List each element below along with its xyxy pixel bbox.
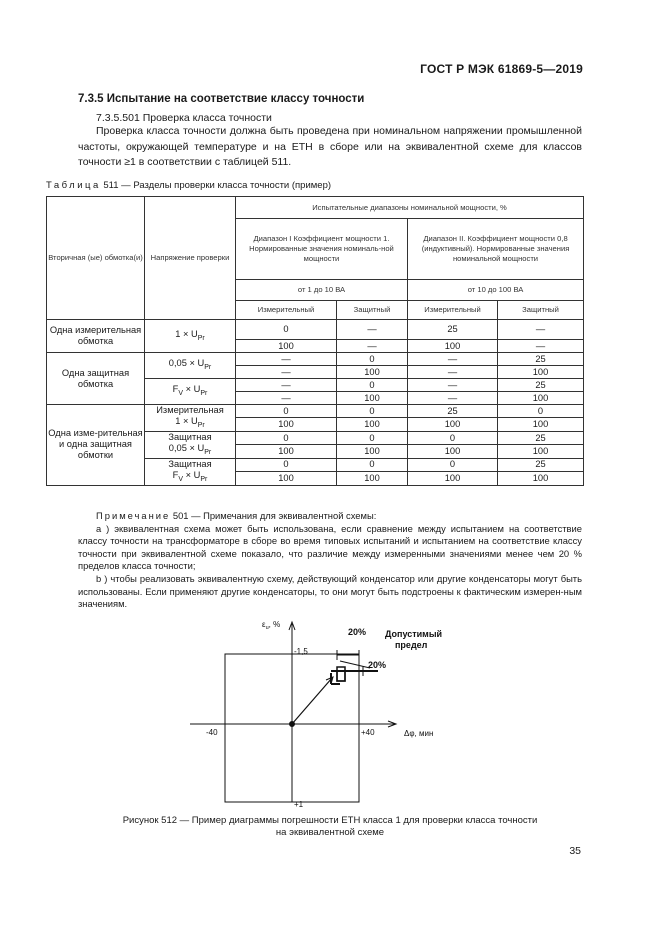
cell: 100: [498, 366, 584, 379]
label-20-top: 20%: [348, 627, 367, 637]
section-title: 7.3.5 Испытание на соответствие классу точности: [78, 93, 365, 105]
cell: 0: [337, 405, 408, 418]
table-row: [47, 320, 584, 340]
cell: —: [236, 353, 337, 366]
cell: 25: [408, 320, 498, 340]
figure-caption: [78, 815, 582, 839]
cell: —: [236, 379, 337, 392]
tick-right: +40: [361, 728, 375, 737]
voltage-005xupr: $0,05 \times U_{Pr}$: [145, 353, 236, 379]
group-3-label: Одна изме-рительная и одна защитная обмотки: [47, 405, 145, 486]
tick-left: -40: [206, 728, 218, 737]
cell: 0: [337, 379, 408, 392]
cell: —: [408, 392, 498, 405]
cell: 100: [498, 392, 584, 405]
cell: 0: [236, 320, 337, 340]
cell: 0: [236, 458, 337, 471]
cell: 100: [337, 445, 408, 458]
table-caption-text: 511 — Разделы проверки класса точности (пример): [103, 180, 332, 191]
cell: 0: [498, 405, 584, 418]
note-a: a ) эквивалентная схема может быть использована, если сравнение между испытанием на соответствие классу точности на трансформаторе в сборе во время типовых испытаний и испытанием на соответствие классу точности при эквивалентной схеме показало, что различие между измеренными значениями менее чем 20 % пределов класса точности;: [78, 522, 582, 572]
tolerance-box-upper: [337, 667, 345, 681]
accuracy-test-table: [46, 196, 584, 486]
notes-intro: Примечание 501 — Примечания для эквивалентной схемы:: [96, 510, 377, 521]
cell: —: [337, 320, 408, 340]
document-header: ГОСТ Р МЭК 61869-5—2019: [420, 62, 583, 76]
cell: —: [408, 353, 498, 366]
header-r2-measuring: Измерительный: [408, 301, 498, 320]
origin-point: [290, 722, 295, 727]
cell: 100: [337, 472, 408, 485]
note-b: b ) чтобы реализовать эквивалентную схему, действующий конденсатор или другие конденсаторы могут быть использованы. Если применяют другие конденсаторы, то они могут быть подстроены к фактическим измерен-ным значениям.: [78, 572, 582, 610]
table-row: [47, 353, 584, 366]
cell: 0: [337, 458, 408, 471]
cell: 100: [337, 366, 408, 379]
tick-top: -1,5: [294, 647, 308, 656]
header-r1-protective: Защитный: [337, 301, 408, 320]
cell: 25: [498, 353, 584, 366]
header-range-2: Диапазон II. Коэффициент мощности 0,8 (индуктивный). Нормированные значения номинальной мощности: [408, 219, 584, 280]
group-2-label: Одна защитная обмотка: [47, 353, 145, 405]
cell: 100: [337, 392, 408, 405]
cell: 100: [236, 418, 337, 431]
cell: 25: [498, 431, 584, 444]
cell: —: [408, 379, 498, 392]
group-1-label: Одна измерительная обмотка: [47, 320, 145, 353]
header-ranges: Испытательные диапазоны номинальной мощности, %: [236, 197, 584, 219]
voltage-protective-fvxupr: Защитная $F_V \times U_{Pr}$: [145, 458, 236, 485]
cell: 100: [236, 445, 337, 458]
cell: 100: [498, 418, 584, 431]
figure-caption-line-1: Рисунок 512 — Пример диаграммы погрешности ЕТН класса 1 для проверки класса точности: [122, 815, 538, 826]
table-caption: [46, 180, 331, 191]
error-trace-line: [292, 678, 332, 724]
header-range-1-span: от 1 до 10 ВА: [236, 280, 408, 301]
voltage-1xupr: $1 \times U_{Pr}$: [145, 320, 236, 353]
header-range-2-span: от 10 до 100 ВА: [408, 280, 584, 301]
x-axis-label: Δφ, мин: [404, 729, 434, 738]
header-range-1: Диапазон I Коэффициент мощности 1. Нормированные значения номиналь-ной мощности: [236, 219, 408, 280]
allowed-limit-label-2: предел: [395, 640, 428, 650]
cell: 0: [337, 353, 408, 366]
header-r2-protective: Защитный: [498, 301, 584, 320]
header-r1-measuring: Измерительный: [236, 301, 337, 320]
tolerance-box-inner: [337, 671, 345, 681]
cell: 0: [236, 431, 337, 444]
cell: —: [337, 340, 408, 353]
table-row: [47, 405, 584, 418]
voltage-fvxupr: $F_V \times U_{Pr}$: [145, 379, 236, 405]
cell: 25: [408, 405, 498, 418]
cell: 100: [408, 445, 498, 458]
page-number: 35: [569, 845, 581, 857]
cell: 0: [236, 405, 337, 418]
header-voltage: Напряжение проверки: [145, 197, 236, 320]
notes-block: [78, 510, 582, 611]
cell: 100: [408, 418, 498, 431]
cell: —: [498, 340, 584, 353]
cell: 100: [337, 418, 408, 431]
cell: 25: [498, 458, 584, 471]
voltage-protective-005xupr: Защитная $0,05 \times U_{Pr}$: [145, 431, 236, 458]
cell: 25: [498, 379, 584, 392]
cell: 0: [337, 431, 408, 444]
body-paragraph: Проверка класса точности должна быть проведена при номинальном напряжении промышленной частоты, окружающей температуре и на ЕТН в сборе или на эквивалентной схеме для классов точности ≥1 в соответствии с таблицей 511.: [78, 125, 582, 168]
allowed-limit-label-1: Допустимый: [385, 629, 443, 639]
cell: 100: [408, 472, 498, 485]
cell: 100: [498, 445, 584, 458]
y-axis-label: $\varepsilon_u$, %: [262, 620, 281, 631]
subsection-title: 7.3.5.501 Проверка класса точности: [96, 112, 272, 124]
cell: —: [408, 366, 498, 379]
header-winding: Вторичная (ые) обмотка(и): [47, 197, 145, 320]
figure-caption-line-2: на эквивалентной схеме: [275, 827, 385, 838]
table-caption-prefix: Таблица: [46, 180, 101, 191]
cell: 0: [408, 431, 498, 444]
cell: 100: [236, 340, 337, 353]
cell: 100: [408, 340, 498, 353]
cell: —: [236, 366, 337, 379]
label-20-right: 20%: [368, 660, 387, 670]
cell: 100: [236, 472, 337, 485]
tick-bottom: +1: [294, 800, 304, 809]
error-diagram: [190, 612, 460, 812]
cell: 100: [498, 472, 584, 485]
cell: —: [236, 392, 337, 405]
cell: 0: [408, 458, 498, 471]
voltage-measuring-1xupr: Измерительная $1 \times U_{Pr}$: [145, 405, 236, 432]
cell: —: [498, 320, 584, 340]
